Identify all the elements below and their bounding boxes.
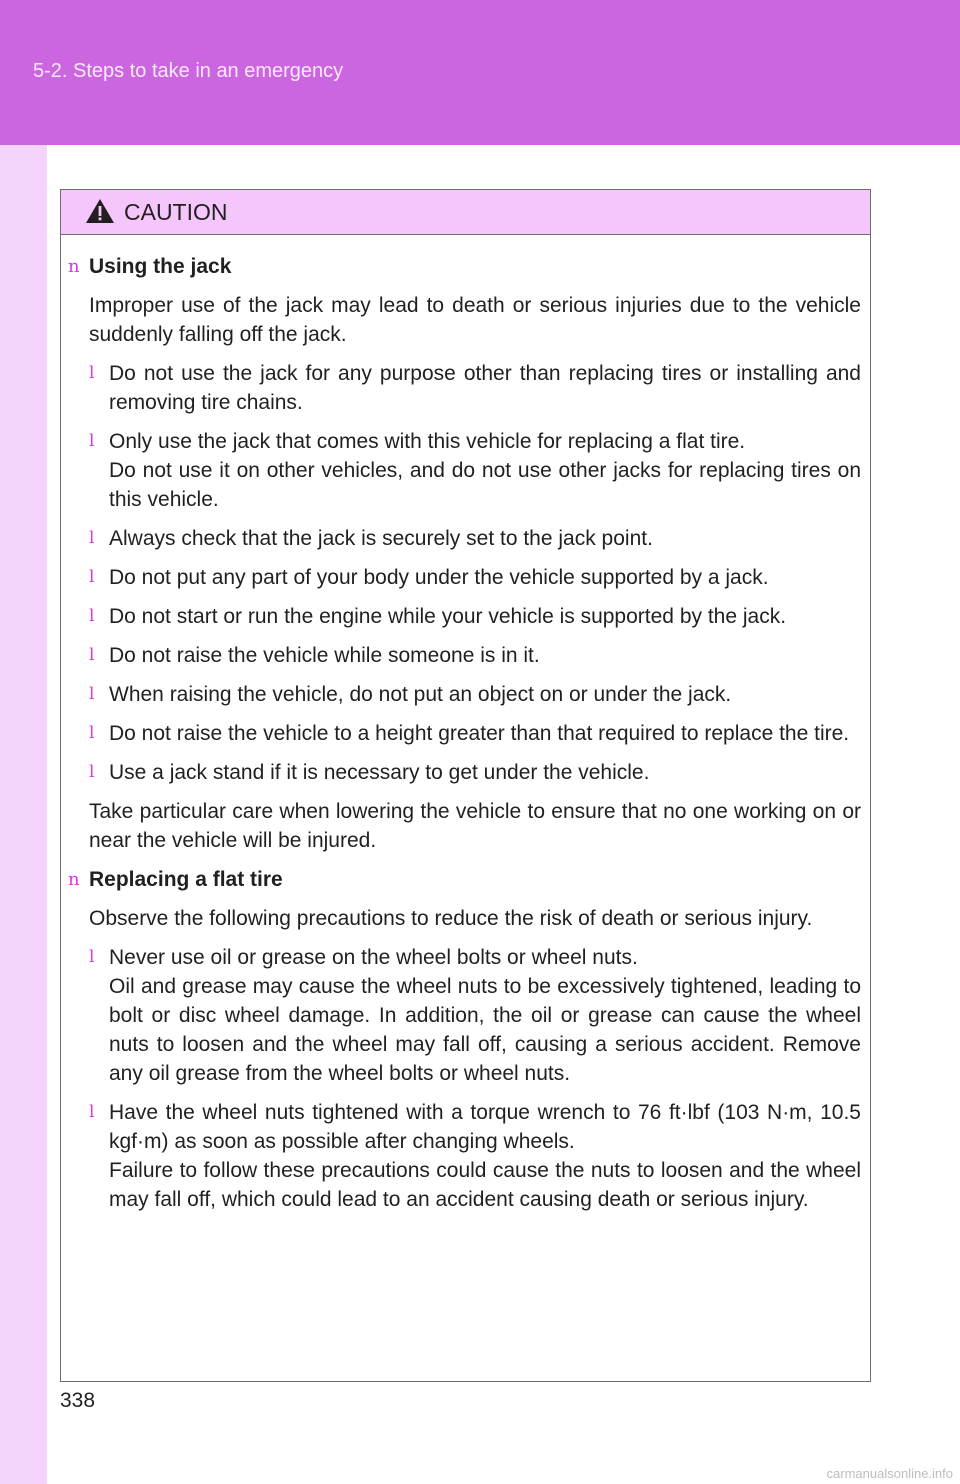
bullet-item [89, 563, 861, 592]
section-outro: Take particular care when lowering the vehicle to ensure that no one working on or near the vehicle will be injured. [89, 800, 861, 852]
bullet-item [89, 359, 861, 417]
bullet-marker-icon: l [89, 684, 95, 704]
section-heading-text: Using the jack [89, 255, 232, 278]
bullet-item [89, 427, 861, 514]
watermark: carmanualsonline.info [826, 1466, 953, 1481]
bullet-marker-icon: l [89, 1102, 95, 1122]
bullet-text: Never use oil or grease on the wheel bolts or wheel nuts. [109, 946, 638, 969]
caution-body [61, 252, 870, 1224]
bullet-marker-icon: l [89, 606, 95, 626]
warning-icon [85, 198, 115, 224]
bullet-item [89, 524, 861, 553]
bullet-marker-icon: l [89, 567, 95, 587]
bullet-text: Do not raise the vehicle while someone is in it. [109, 644, 540, 667]
bullet-text: Only use the jack that comes with this vehicle for replacing a flat tire. [109, 430, 746, 453]
bullet-text: Do not use it on other vehicles, and do not use other jacks for replacing tires on this vehicle. [109, 459, 861, 511]
bullet-text: Always check that the jack is securely set to the jack point. [109, 527, 653, 550]
caution-title: CAUTION [124, 199, 228, 225]
bullet-marker-icon: l [89, 762, 95, 782]
bullet-marker-icon: l [89, 723, 95, 743]
bullet-marker-icon: l [89, 528, 95, 548]
bullet-text: Have the wheel nuts tightened with a torque wrench to 76 ft·lbf (103 N·m, 10.5 kgf·m) as soon as possible after changing wheels. [109, 1101, 861, 1153]
bullet-item [89, 719, 861, 748]
bullet-marker-icon: l [89, 363, 95, 383]
bullet-text: Do not start or run the engine while your vehicle is supported by the jack. [109, 605, 787, 628]
section-intro: Observe the following precautions to reduce the risk of death or serious injury. [89, 907, 813, 930]
section-intro: Improper use of the jack may lead to death or serious injuries due to the vehicle suddenly falling off the jack. [89, 294, 861, 346]
bullet-item [89, 943, 861, 1088]
caution-box [60, 189, 871, 1382]
header-band [0, 0, 960, 145]
section-marker-icon: n [68, 256, 80, 277]
bullet-item [89, 641, 861, 670]
section-heading [61, 865, 870, 894]
bullet-marker-icon: l [89, 645, 95, 665]
bullet-marker-icon: l [89, 947, 95, 967]
bullet-text: Do not raise the vehicle to a height greater than that required to replace the tire. [109, 722, 850, 745]
section-heading-text: Replacing a flat tire [89, 868, 283, 891]
caution-header [61, 190, 870, 235]
section-marker-icon: n [68, 869, 80, 890]
bullet-item [89, 758, 861, 787]
bullet-text: Oil and grease may cause the wheel nuts to be excessively tightened, leading to bolt or disc wheel damage. In addition, the oil or grease can cause the wheel nuts to loosen and the wheel may fall off, causing a serious accident. Remove any oil grease from the wheel bolts or wheel nuts. [109, 975, 861, 1085]
bullet-text: Do not use the jack for any purpose other than replacing tires or installing and removing tire chains. [109, 362, 861, 414]
bullet-item [89, 1098, 861, 1214]
bullet-text: Failure to follow these precautions could cause the nuts to loosen and the wheel may fall off, which could lead to an accident causing death or serious injury. [109, 1159, 861, 1211]
bullet-text: Do not put any part of your body under the vehicle supported by a jack. [109, 566, 769, 589]
bullet-item [89, 680, 861, 709]
bullet-marker-icon: l [89, 431, 95, 451]
page-number: 338 [60, 1389, 96, 1412]
bullet-text: Use a jack stand if it is necessary to get under the vehicle. [109, 761, 650, 784]
bullet-item [89, 602, 861, 631]
section-heading [61, 252, 870, 281]
bullet-text: When raising the vehicle, do not put an object on or under the jack. [109, 683, 732, 706]
section-title: 5-2. Steps to take in an emergency [33, 60, 344, 82]
side-strip [0, 145, 47, 1484]
